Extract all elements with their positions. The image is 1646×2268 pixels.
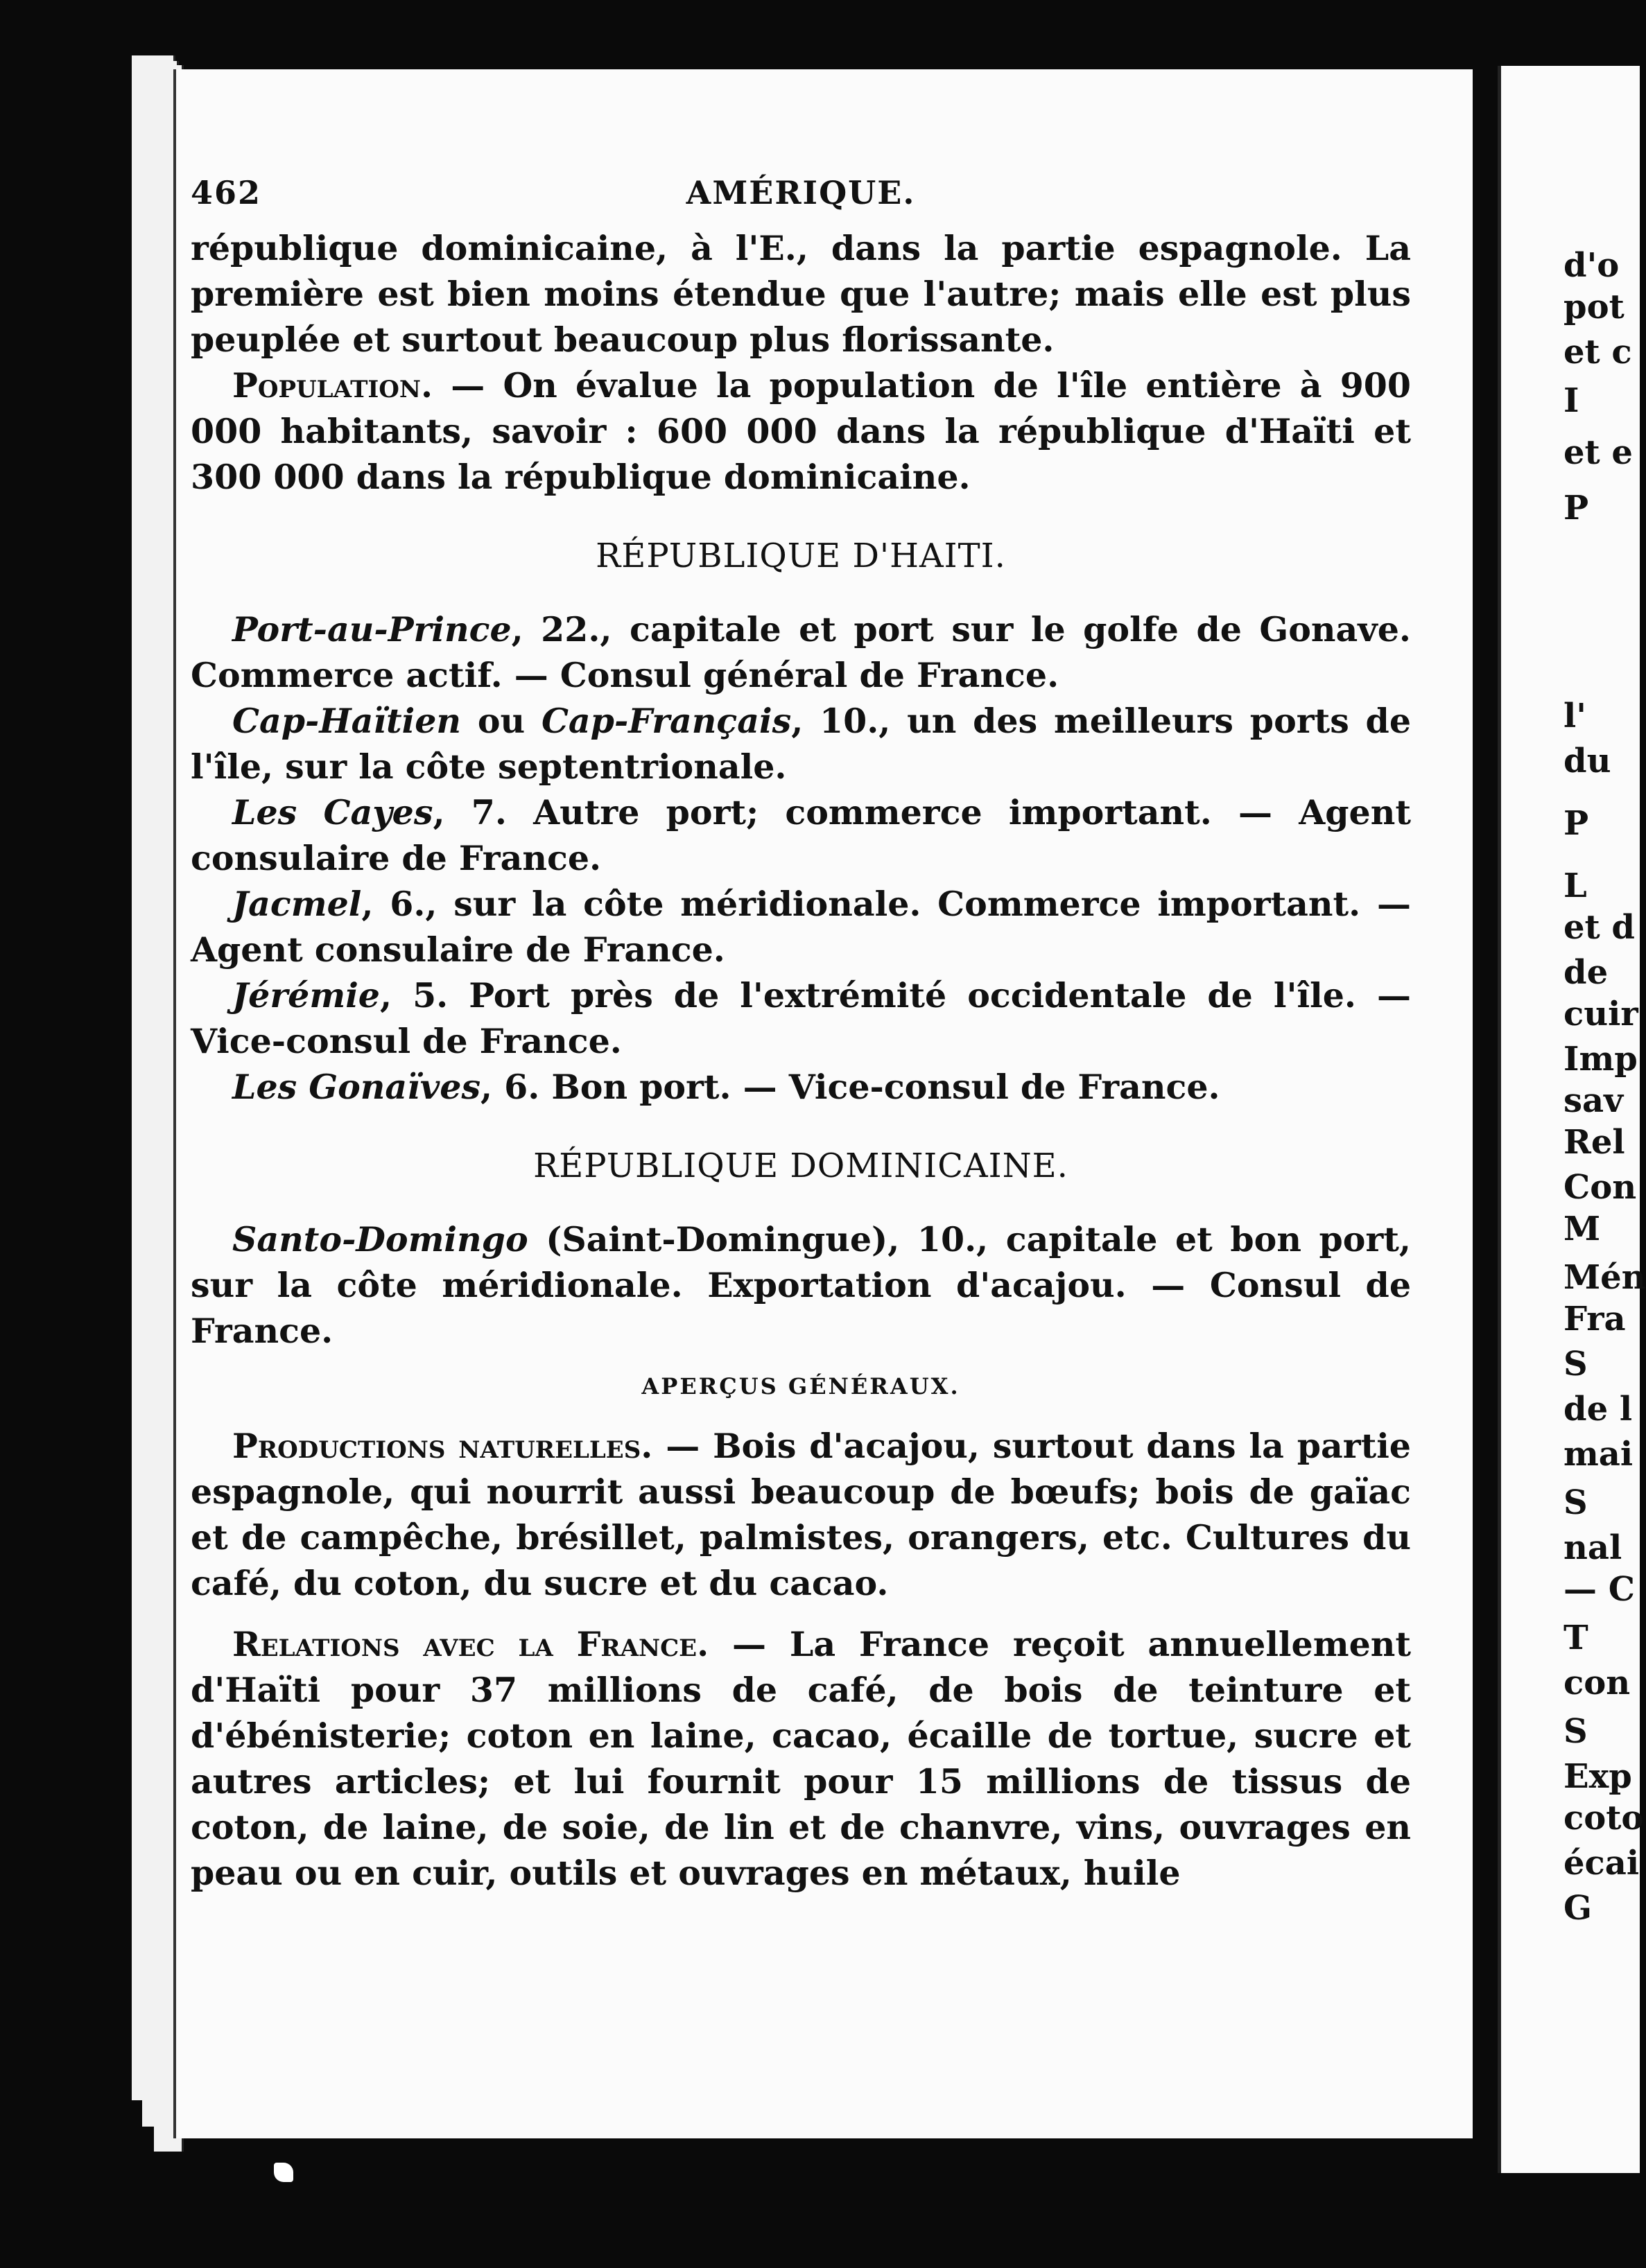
entry-name: Les Gonaïves bbox=[232, 1067, 481, 1107]
adjacent-page-fragment: S bbox=[1563, 1483, 1588, 1522]
adjacent-page-fragment: de l bbox=[1563, 1390, 1633, 1429]
relations-text: — La France reçoit annuellement d'Haïti pour 37 millions de café, de bois de teinture et d'ébénisterie; coton en laine, cacao, écaille de tortue, sucre et autres articles; et lui fournit pour 15 millions de tissus de coton, de laine, de soie, de lin et de chanvre, vins, ouvrages en peau ou en cuir, outils et ouvrages en métaux, huile bbox=[191, 1624, 1412, 1893]
adjacent-page-fragment: Con bbox=[1563, 1168, 1637, 1207]
adjacent-page-fragment: Rel bbox=[1563, 1123, 1625, 1162]
entry-name: Jacmel bbox=[232, 884, 362, 924]
adjacent-page-fragment: pot bbox=[1563, 288, 1625, 326]
entry-jacmel bbox=[191, 881, 1411, 972]
adjacent-page-fragment: du bbox=[1563, 742, 1611, 780]
heading-dominicaine: RÉPUBLIQUE DOMINICAINE. bbox=[533, 1146, 1068, 1185]
adjacent-page-fragment: mai bbox=[1563, 1435, 1634, 1474]
adjacent-page-fragment: S bbox=[1563, 1712, 1588, 1751]
productions-paragraph bbox=[191, 1423, 1411, 1606]
entry-name: Port-au-Prince bbox=[232, 609, 512, 649]
adjacent-page-fragment: de bbox=[1563, 953, 1609, 992]
productions-text: — Bois d'acajou, surtout dans la partie espagnole, qui nourrit aussi beaucoup de bœufs; bois de gaïac et de campêche, brésillet, palmistes, orangers, etc. Cultures du café, du coton, du sucre et du cacao. bbox=[191, 1426, 1411, 1603]
adjacent-page-fragment: sav bbox=[1563, 1081, 1624, 1120]
adjacent-page-fragment: l' bbox=[1563, 697, 1586, 735]
entry-name: Cap-Français bbox=[541, 701, 792, 741]
entry-name: Santo-Domingo bbox=[232, 1219, 528, 1259]
population-text: — On évalue la population de l'île entière à 900 000 habitants, savoir : 600 000 dans la république d'Haïti et 300 000 dans la république dominicaine. bbox=[191, 365, 1411, 497]
adjacent-page-fragment: I bbox=[1563, 381, 1579, 420]
adjacent-page-fragment: M bbox=[1563, 1210, 1601, 1248]
adjacent-page-fragment: T bbox=[1563, 1619, 1588, 1657]
entry-name: Jérémie bbox=[232, 975, 380, 1015]
adjacent-page-fragment: d'o bbox=[1563, 246, 1620, 285]
adjacent-page-fragment: S bbox=[1563, 1345, 1588, 1384]
heading-haiti: RÉPUBLIQUE D'HAITI. bbox=[596, 537, 1006, 575]
adjacent-page-fragment: et e bbox=[1563, 433, 1633, 472]
entry-les-gonaives bbox=[191, 1064, 1411, 1110]
page-content bbox=[191, 170, 1411, 1896]
running-title: AMÉRIQUE. bbox=[686, 174, 916, 211]
entry-text: , 10., un des meilleurs ports de l'île, sur la côte septentrionale. bbox=[191, 701, 1411, 787]
entry-text: , 7. Autre port; commerce important. — Agent consulaire de France. bbox=[191, 792, 1411, 878]
entry-jeremie bbox=[191, 972, 1411, 1064]
adjacent-page-fragment: nal bbox=[1563, 1528, 1622, 1567]
entry-text: (Saint-Domingue), 10., capitale et bon port, sur la côte méridionale. Exportation d'acajou. — Consul de France. bbox=[191, 1219, 1411, 1351]
entry-text: ou bbox=[461, 701, 542, 741]
entry-text: , 22., capitale et port sur le golfe de Gonave. Commerce actif. — Consul général de France. bbox=[191, 609, 1411, 695]
adjacent-page-fragment: et c bbox=[1563, 333, 1632, 372]
adjacent-page-fragment: coto bbox=[1563, 1799, 1644, 1838]
adjacent-page-fragment: Imp bbox=[1563, 1040, 1638, 1079]
entry-les-cayes bbox=[191, 790, 1411, 881]
entry-santo-domingo bbox=[191, 1216, 1411, 1354]
entry-name: Les Cayes bbox=[232, 792, 433, 832]
adjacent-page-fragment: P bbox=[1563, 489, 1589, 527]
relations-label: Relations avec la France. bbox=[232, 1624, 709, 1664]
adjacent-page-fragment: con bbox=[1563, 1664, 1631, 1702]
page-number: 462 bbox=[191, 174, 262, 211]
entry-name: Cap-Haïtien bbox=[232, 701, 462, 741]
adjacent-page-fragment: G bbox=[1563, 1889, 1592, 1928]
intro-paragraph: république dominicaine, à l'E., dans la partie espagnole. La première est bien moins étendue que l'autre; mais elle est plus peuplée et surtout beaucoup plus florissante. bbox=[191, 228, 1411, 360]
relations-paragraph bbox=[191, 1621, 1411, 1896]
entry-text: , 5. Port près de l'extrémité occidentale de l'île. — Vice-consul de France. bbox=[191, 975, 1411, 1061]
population-paragraph bbox=[191, 363, 1411, 500]
adjacent-page-fragment: écai bbox=[1563, 1844, 1640, 1883]
adjacent-page-fragment: et d bbox=[1563, 908, 1635, 947]
entry-text: , 6. Bon port. — Vice-consul de France. bbox=[480, 1067, 1220, 1107]
adjacent-page-fragment: cuir bbox=[1563, 995, 1638, 1033]
page-header bbox=[191, 170, 1411, 216]
productions-label: Productions naturelles. bbox=[232, 1426, 653, 1466]
adjacent-page-fragment: Mén bbox=[1563, 1258, 1646, 1297]
population-label: Population. bbox=[232, 365, 433, 405]
heading-apercus: APERÇUS GÉNÉRAUX. bbox=[641, 1373, 960, 1399]
entry-cap-haitien bbox=[191, 698, 1411, 790]
adjacent-page-fragment: — C bbox=[1563, 1570, 1635, 1609]
scan-marker bbox=[274, 2163, 293, 2182]
adjacent-page-fragment: Exp bbox=[1563, 1757, 1632, 1796]
entry-port-au-prince bbox=[191, 607, 1411, 698]
adjacent-page-fragment: Fra bbox=[1563, 1300, 1626, 1338]
entry-text: , 6., sur la côte méridionale. Commerce important. — Agent consulaire de France. bbox=[191, 884, 1411, 970]
adjacent-page-fragment: L bbox=[1563, 866, 1587, 905]
adjacent-page-fragment: P bbox=[1563, 804, 1589, 843]
